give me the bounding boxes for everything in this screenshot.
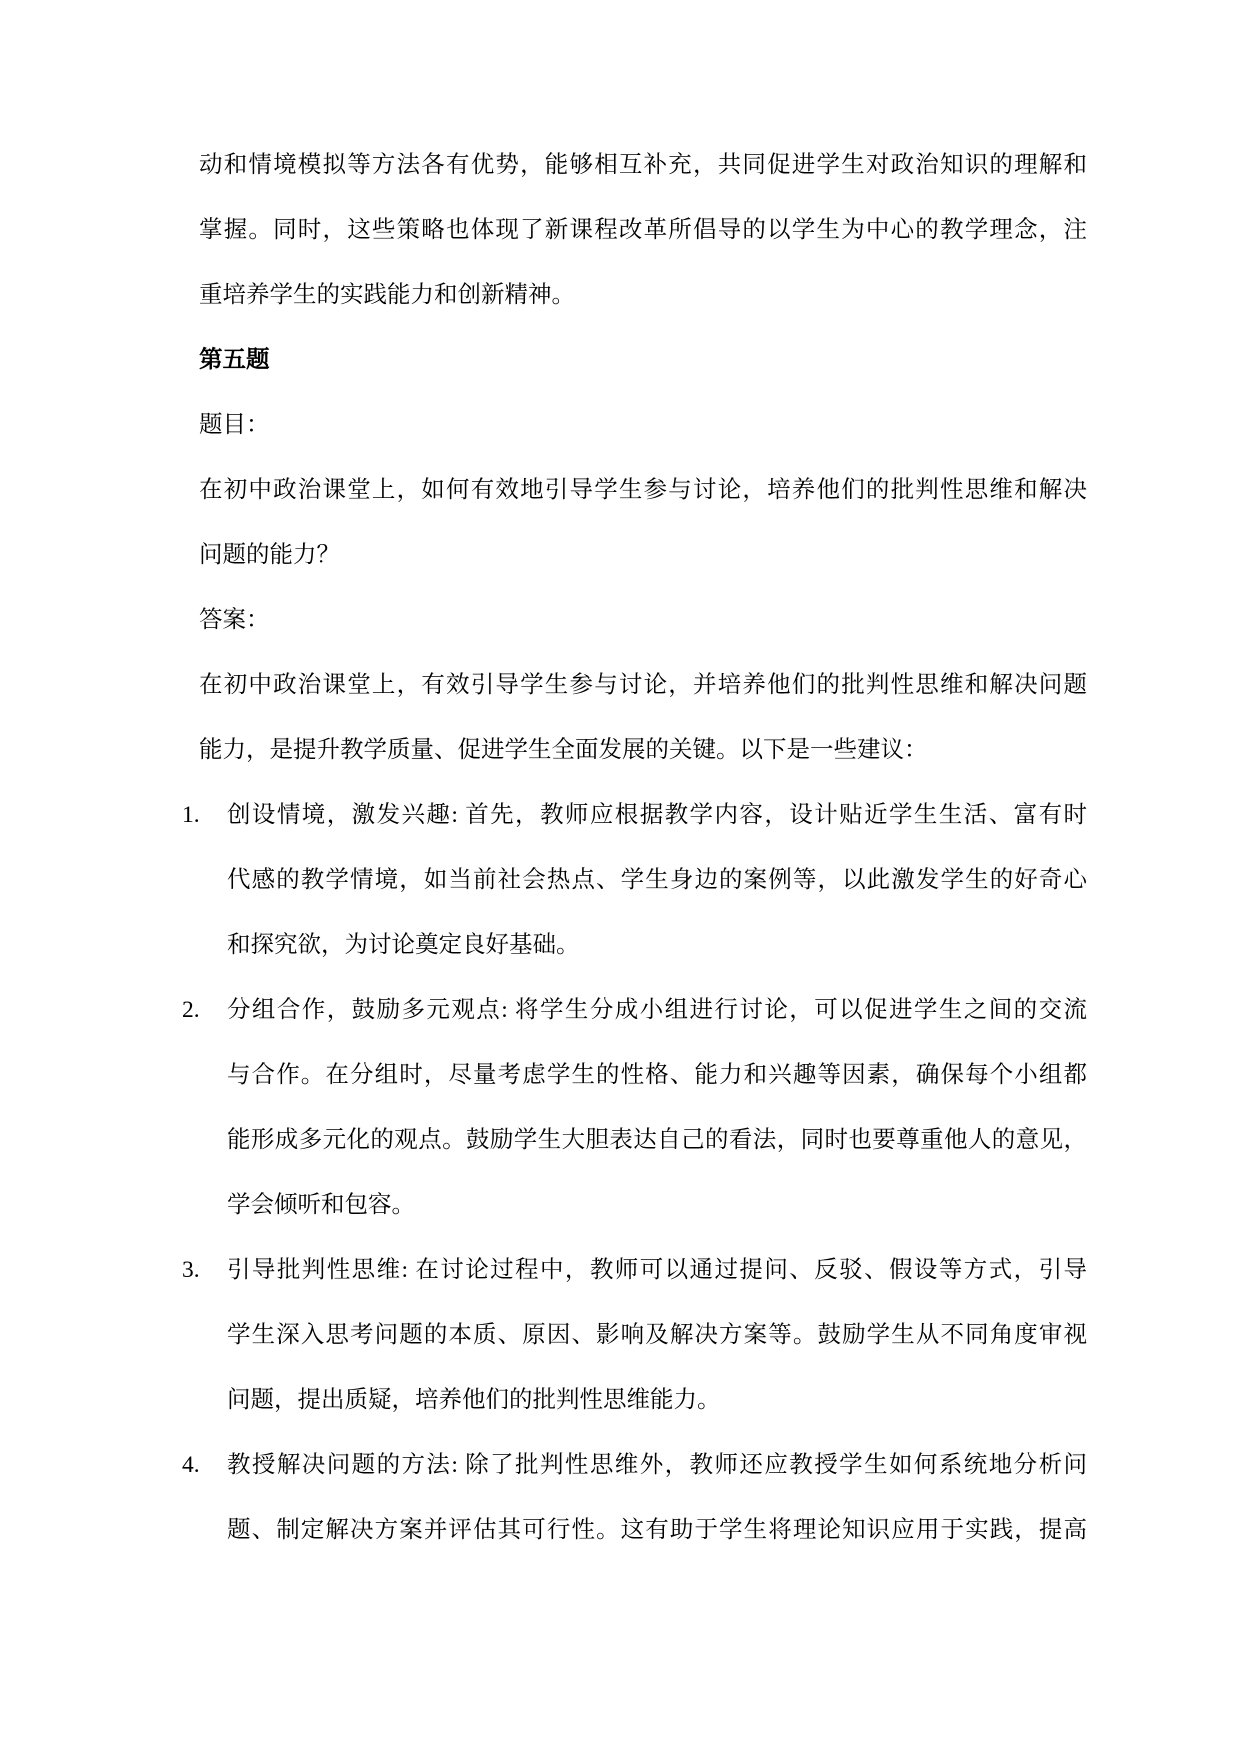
text-line: 引导批判性思维: 在讨论过程中，教师可以通过提问、反驳、假设等方式，引导 — [227, 1257, 1087, 1283]
list-item — [182, 978, 1087, 1238]
section-heading: 第五题 — [199, 347, 270, 373]
text-line: 重培养学生的实践能力和创新精神。 — [199, 282, 575, 308]
text-line: 能力，是提升教学质量、促进学生全面发展的关键。以下是一些建议： — [199, 737, 928, 763]
text-line: 学会倾听和包容。 — [227, 1192, 415, 1218]
answer-label: 答案： — [199, 607, 270, 633]
list-number: 1. — [182, 802, 200, 828]
suggestion-list — [182, 783, 1087, 1563]
answer-intro-paragraph — [199, 653, 1087, 783]
list-item — [182, 783, 1087, 978]
list-number: 2. — [182, 997, 200, 1023]
question-paragraph — [199, 458, 1087, 588]
text-line: 问题，提出质疑，培养他们的批判性思维能力。 — [227, 1387, 721, 1413]
text-line: 和探究欲，为讨论奠定良好基础。 — [227, 932, 580, 958]
text-column — [182, 133, 1087, 1563]
text-line: 在初中政治课堂上，如何有效地引导学生参与讨论，培养他们的批判性思维和解决 — [199, 477, 1087, 503]
question-label: 题目： — [199, 412, 270, 438]
text-line: 能形成多元化的观点。鼓励学生大胆表达自己的看法，同时也要尊重他人的意见， — [227, 1127, 1087, 1153]
text-line: 题、制定解决方案并评估其可行性。这有助于学生将理论知识应用于实践，提高 — [227, 1517, 1087, 1543]
text-line: 学生深入思考问题的本质、原因、影响及解决方案等。鼓励学生从不同角度审视 — [227, 1322, 1087, 1348]
text-line: 掌握。同时，这些策略也体现了新课程改革所倡导的以学生为中心的教学理念，注 — [199, 217, 1087, 243]
list-item — [182, 1238, 1087, 1433]
text-line: 创设情境，激发兴趣: 首先，教师应根据教学内容，设计贴近学生生活、富有时 — [227, 802, 1087, 828]
list-item — [182, 1433, 1087, 1563]
text-line: 在初中政治课堂上，有效引导学生参与讨论，并培养他们的批判性思维和解决问题 — [199, 672, 1087, 698]
text-line: 动和情境模拟等方法各有优势，能够相互补充，共同促进学生对政治知识的理解和 — [199, 152, 1087, 178]
intro-paragraph — [199, 133, 1087, 328]
text-line: 问题的能力？ — [199, 542, 340, 568]
list-number: 3. — [182, 1257, 200, 1283]
text-line: 代感的教学情境，如当前社会热点、学生身边的案例等，以此激发学生的好奇心 — [227, 867, 1087, 893]
text-line: 分组合作，鼓励多元观点: 将学生分成小组进行讨论，可以促进学生之间的交流 — [227, 997, 1087, 1023]
list-number: 4. — [182, 1452, 200, 1478]
text-line: 教授解决问题的方法: 除了批判性思维外，教师还应教授学生如何系统地分析问 — [227, 1452, 1087, 1478]
text-line: 与合作。在分组时，尽量考虑学生的性格、能力和兴趣等因素，确保每个小组都 — [227, 1062, 1087, 1088]
